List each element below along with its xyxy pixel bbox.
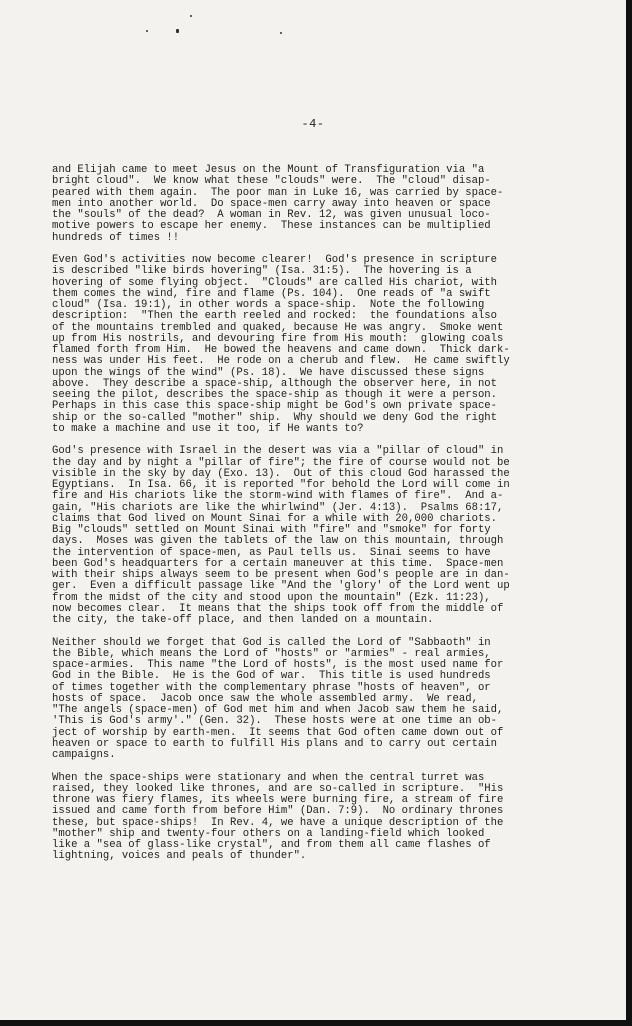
paper-speck — [146, 30, 148, 32]
text-line: flamed forth from Him. He bowed the heavens and came down. Thick dark- — [52, 344, 510, 356]
text-line: ship or the so-called "mother" ship. Why should we deny God the right — [52, 411, 498, 424]
text-line: peared with them again. The poor man in Luke 16, was carried by space- — [52, 186, 504, 199]
text-line: campaigns. — [52, 749, 116, 761]
text-line: above. They describe a space-ship, although the observer here, in not — [52, 377, 498, 390]
text-line: with their ships always seem to be present when God's people are in dan- — [52, 569, 510, 581]
paper-speck — [176, 29, 179, 33]
text-line: up from His nostrils, and devouring fire from His mouth: glowing coals — [52, 332, 504, 345]
text-line: and Elijah came to meet Jesus on the Mount of Transfiguration via "a — [52, 164, 485, 176]
text-line: from the midst of the city and stood upon the mountain" (Ezk. 11:23), — [52, 591, 491, 604]
text-line: "mother" ship and twenty-four others on a landing-field which looked — [52, 827, 485, 840]
page-number: -4- — [301, 117, 325, 131]
paragraph — [52, 638, 612, 762]
text-line: hovering of some flying object. "Clouds" are called His chariot, with — [52, 276, 498, 289]
text-line: the city, the take-off place, and then landed on a mountain. — [52, 614, 434, 626]
text-line: upon the wings of the wind" (Ps. 18). We have discussed these signs — [52, 366, 485, 379]
text-line: God's presence with Israel in the desert was via a "pillar of cloud" in — [52, 445, 504, 458]
text-line: the Bible, which means the Lord of "hosts" or "armies" - real armies, — [52, 647, 491, 660]
text-line: ject of worship by earth-men. It seems that God often came down out of — [52, 726, 504, 739]
text-line: issued and came forth from before Him" (Dan. 7:9). No ordinary thrones — [52, 805, 504, 818]
text-line: God in the Bible. He is the God of war. This title is used hundreds — [52, 670, 491, 683]
text-line: ness was under His feet. He rode on a cherub and flew. He came swiftly — [52, 355, 510, 368]
text-line: Even God's activities now become clearer! God's presence in scripture — [52, 254, 498, 266]
paragraph — [52, 446, 612, 626]
text-line: to make a machine and use it too, if He wants to? — [52, 422, 364, 435]
text-line: the "souls" of the dead? A woman in Rev. 12, was given unusual loco- — [52, 209, 491, 221]
text-line: men into another world. Do space-men carry away into heaven or space — [52, 197, 491, 210]
text-line: heaven or space to earth to fulfill His plans and to carry out certain — [52, 737, 498, 750]
paragraph — [52, 773, 612, 863]
text-line: Perhaps in this case this space-ship might be God's own private space- — [52, 400, 498, 413]
text-line: is described "like birds hovering" (Isa. 31:5). The hovering is a — [52, 265, 472, 278]
paper-speck — [190, 15, 192, 17]
text-line: ger. Even a difficult passage like "And the 'glory' of the Lord went up — [52, 580, 510, 593]
text-line: Neither should we forget that God is called the Lord of "Sabbaoth" in — [52, 636, 491, 649]
text-line: days. Moses was given the tablets of the law on this mountain, through — [52, 535, 504, 548]
text-line: like a "sea of glass-like crystal", and from them all came flashes of — [52, 839, 491, 851]
text-line: fire and His chariots like the storm-wind with flames of fire". And a- — [52, 490, 504, 503]
text-line: When the space-ships were stationary and when the central turret was — [52, 771, 485, 784]
paper-speck — [280, 32, 282, 34]
text-line: Big "clouds" settled on Mount Sinai with "fire" and "smoke" for forty — [52, 524, 491, 536]
text-line: hosts of space. Jacob once saw the whole assembled army. We read, — [52, 692, 478, 705]
text-line: space-armies. This name "the Lord of hosts", is the most used name for — [52, 659, 504, 671]
text-line: throne was fiery flames, its wheels were burning fire, a stream of fire — [52, 794, 504, 806]
text-line: lightning, voices and peals of thunder". — [52, 850, 307, 863]
text-line: 'This is God's army'." (Gen. 32). These hosts were at one time an ob- — [52, 715, 498, 728]
text-line: bright cloud". We know what these "clouds" were. The "cloud" disap- — [52, 175, 491, 188]
text-line: the intervention of space-men, as Paul tells us. Sinai seems to have — [52, 546, 491, 559]
text-line: gain, "His chariots are like the whirlwind" (Jer. 4:13). Psalms 68:17, — [52, 501, 504, 514]
text-line: them comes the wind, fire and flame (Ps. 104). One reads of "a swift — [52, 287, 491, 300]
text-line: Egyptians. In Isa. 66, it is reported "for behold the Lord will come in — [52, 479, 510, 491]
text-line: of times together with the complementary phrase "hosts of heaven", or — [52, 681, 491, 694]
text-line: hundreds of times !! — [52, 231, 180, 244]
text-line: claims that God lived on Mount Sinai for a while with 20,000 chariots. — [52, 512, 498, 525]
body-text — [52, 165, 612, 874]
text-line: of the mountains trembled and quaked, because He was angry. Smoke went — [52, 321, 504, 334]
paragraph — [52, 165, 612, 244]
text-line: been God's headquarters for a certain maneuver at this time. Space-men — [52, 557, 504, 570]
text-line: cloud" (Isa. 19:1), in other words a space-ship. Note the following — [52, 299, 485, 311]
text-line: motive powers to escape her enemy. These instances can be multiplied — [52, 220, 491, 233]
text-line: "The angels (space-men) of God met him and when Jacob saw them he said, — [52, 704, 504, 716]
text-line: seeing the pilot, describes the space-ship as though it were a person. — [52, 389, 498, 401]
text-line: the day and by night a "pillar of fire"; the fire of course would not be — [52, 456, 510, 469]
paragraph — [52, 255, 612, 435]
text-line: description: "Then the earth reeled and rocked: the foundations also — [52, 310, 498, 323]
scan-border-right — [626, 0, 632, 1026]
text-line: these, but space-ships! In Rev. 4, we have a unique description of the — [52, 816, 504, 829]
scan-border-bottom — [0, 1020, 632, 1026]
text-line: visible in the sky by day (Exo. 13). Out of this cloud God harassed the — [52, 467, 510, 480]
text-line: now becomes clear. It means that the ships took off from the middle of — [52, 602, 504, 615]
text-line: raised, they looked like thrones, and are so-called in scripture. "His — [52, 782, 504, 795]
